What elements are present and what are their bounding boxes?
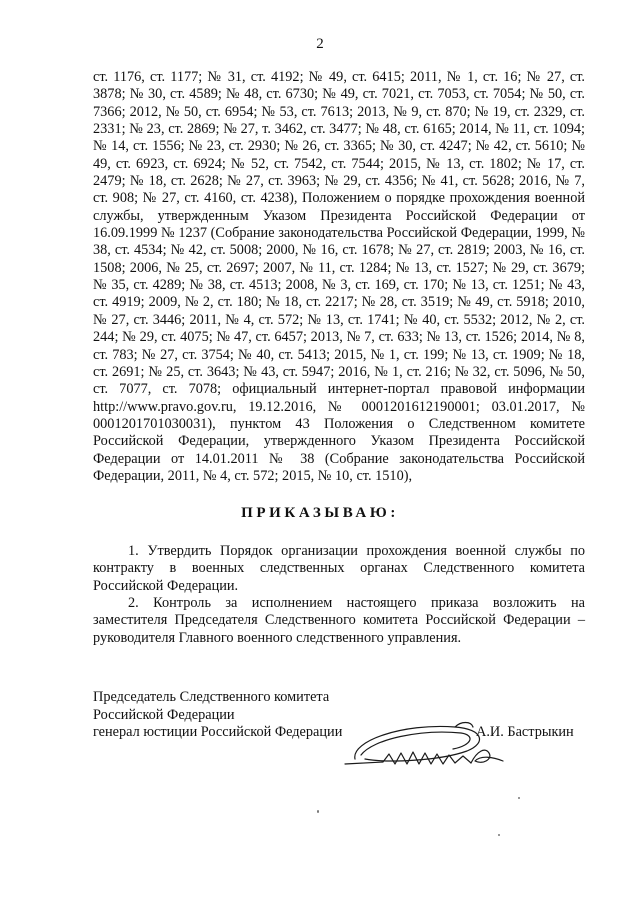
signatory-rank: генерал юстиции Российской Федерации	[93, 724, 343, 740]
order-heading: ПРИКАЗЫВАЮ:	[241, 505, 399, 521]
scan-speck	[518, 797, 520, 799]
order-items	[93, 543, 585, 647]
signature-block	[93, 689, 603, 742]
legal-basis-paragraph: ст. 1176, ст. 1177; № 31, ст. 4192; № 49, ст. 6415; 2011, № 1, ст. 16; № 27, ст. 3878; № 30, ст. 4589; № 48, ст. 6730; № 49, ст. 7021, ст. 7053, ст. 7054; № 50, ст. 7366; 2012, № 50, ст. 6954; № 53, ст. 7613; 2013, № 9, ст. 870; № 19, ст. 2329, ст. 2331; № 23, ст. 2869; № 27, т. 3462, ст. 3477; № 48, ст. 6165; 2014, № 11, ст. 1094; № 14, ст. 1556; № 23, ст. 2930; № 26, ст. 3365; № 30, ст. 4247; № 42, ст. 5610; № 49, ст. 6923, ст. 6924; № 52, ст. 7542, ст. 7544; 2015, № 13, ст. 1802; № 17, ст. 2479; № 18, ст. 2628; № 27, ст. 3963; № 29, ст. 4356; № 41, ст. 5628; 2016, № 7, ст. 908; № 27, ст. 4160, ст. 4238), Положением о порядке прохождения военной службы, утвержденным Указом Президента Российской Федерации от 16.09.1999 № 1237 (Собрание законодательства Российской Федерации, 1999, № 38, ст. 4534; № 42, ст. 5008; 2000, № 16, ст. 1678; № 27, ст. 2819; 2003, № 16, ст. 1508; 2006, № 25, ст. 2697; 2007, № 11, ст. 1284; № 13, ст. 1527; № 29, ст. 3679; № 35, ст. 4289; № 38, ст. 4513; 2008, № 3, ст. 169, ст. 170; № 13, ст. 1251; № 43, ст. 4919; 2009, № 2, ст. 180; № 18, ст. 2217; № 28, ст. 3519; № 49, ст. 5918; 2010, № 27, ст. 3446; 2011, № 4, ст. 572; № 13, ст. 1741; № 40, ст. 5532; 2012, № 2, ст. 244; № 29, ст. 4075; № 47, ст. 6457; 2013, № 7, ст. 633; № 13, ст. 1526; 2014, № 8, ст. 783; № 27, ст. 3754; № 40, ст. 5413; 2015, № 1, ст. 199; № 13, ст. 1909; № 18, ст. 2691; № 25, ст. 3643; № 43, ст. 5947; 2016, № 1, ст. 216; № 32, ст. 5096, № 50, ст. 7077, ст. 7078; официальный интернет-портал правовой информации http://www.pravo.gov.ru, 19.12.2016, № 0001201612190001; 03.01.2017, № 0001201701030031), пунктом 43 Положения о Следственном комитете Российской Федерации, утвержденного Указом Президента Российской Федерации от 14.01.2011 № 38 (Собрание законодательства Российской Федерации, 2011, № 4, ст. 572; 2015, № 10, ст. 1510),	[93, 69, 585, 484]
signatory-name: А.И. Бастрыкин	[476, 724, 574, 740]
signatory-position-line1: Председатель Следственного комитета	[93, 689, 330, 705]
handwritten-signature	[343, 715, 513, 775]
order-item-2: 2. Контроль за исполнением настоящего приказа возложить на заместителя Председателя Следственного комитета Российской Федерации – руководителя Главного военного следственного управления.	[93, 595, 585, 646]
order-item-1: 1. Утвердить Порядок организации прохождения военной службы по контракту в военных следственных органах Следственного комитета Российской Федерации.	[93, 543, 585, 594]
scan-speck	[498, 834, 500, 836]
signatory-position-line2: Российской Федерации	[93, 706, 235, 723]
page-number: 2	[316, 36, 324, 52]
scan-speck	[317, 810, 319, 813]
